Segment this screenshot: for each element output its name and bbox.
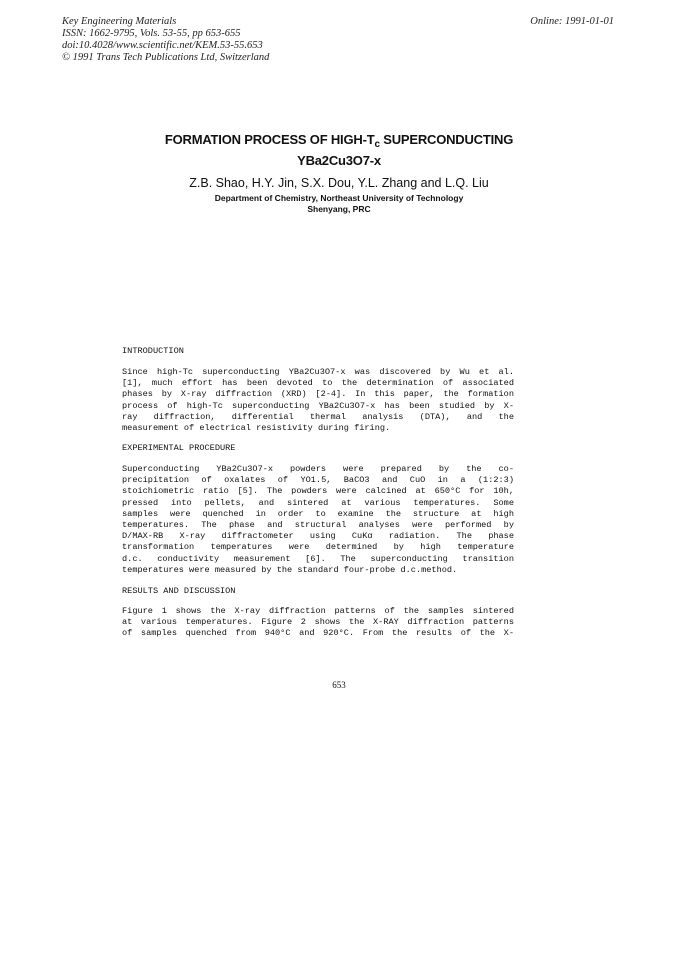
affiliation xyxy=(0,193,678,215)
author-list: Z.B. Shao, H.Y. Jin, S.X. Dou, Y.L. Zhang and L.Q. Liu xyxy=(189,176,489,190)
journal-header xyxy=(62,16,269,64)
body-line: at various temperatures. Figure 2 shows the X-RAY diffraction patterns xyxy=(122,617,514,628)
experimental-body xyxy=(122,464,514,576)
body-line: ray diffraction, differential thermal analysis (DTA), and the xyxy=(122,411,514,422)
title-line-2: YBa2Cu3O7-x xyxy=(297,153,381,168)
paper-title xyxy=(0,132,678,169)
introduction-heading: INTRODUCTION xyxy=(122,346,184,356)
body-line: phases by X-ray diffraction (XRD) [2-4]. In this paper, the formation xyxy=(122,389,514,400)
body-line: process of high-Tc superconducting YBa2Cu3O7-x has been studied by X- xyxy=(122,400,514,411)
body-line: Superconducting YBa2Cu3O7-x powders were prepared by the co- xyxy=(122,464,514,474)
body-line: Since high-Tc superconducting YBa2Cu3O7-x was discovered by Wu et al. xyxy=(122,367,514,377)
affiliation-line-1: Department of Chemistry, Northeast University of Technology xyxy=(214,193,464,203)
body-line: pressed into pellets, and sintered at various temperatures. Some xyxy=(122,497,514,508)
body-line: stoichiometric ratio [5]. The powders were calcined at 650°C for 10h, xyxy=(122,486,514,497)
journal-name: Key Engineering Materials xyxy=(62,16,177,27)
title-line-1: FORMATION PROCESS OF HIGH-$T_c$ SUPERCONDUCTING xyxy=(164,132,514,150)
body-line: temperatures. The phase and structural analyses were performed by xyxy=(122,520,514,531)
issn-line: ISSN: 1662-9795, Vols. 53-55, pp 653-655 xyxy=(62,28,241,39)
page-number: 653 xyxy=(332,680,346,690)
body-line: d.c. conductivity measurement [6]. The superconducting transition xyxy=(122,553,514,564)
experimental-heading: EXPERIMENTAL PROCEDURE xyxy=(122,443,236,453)
body-line: samples were quenched in order to examine the structure at high xyxy=(122,508,514,519)
body-line: measurement of electrical resistivity during firing. xyxy=(122,423,391,434)
results-body xyxy=(122,606,514,640)
copyright-line: © 1991 Trans Tech Publications Ltd, Switzerland xyxy=(62,52,270,63)
results-heading: RESULTS AND DISCUSSION xyxy=(122,586,236,596)
body-line: D/MAX-RB X-ray diffractometer using CuKα radiation. The phase xyxy=(122,531,514,542)
affiliation-line-2: Shenyang, PRC xyxy=(307,204,371,214)
body-line: Figure 1 shows the X-ray diffraction patterns of the samples sintered xyxy=(122,606,514,616)
body-line: temperatures were measured by the standard four-probe d.c.method. xyxy=(122,564,458,575)
body-line: [1], much effort has been devoted to the determination of associated xyxy=(122,378,514,389)
doi-line: doi:10.4028/www.scientific.net/KEM.53-55.653 xyxy=(62,40,263,51)
online-date: Online: 1991-01-01 xyxy=(530,16,614,27)
body-line: of samples quenched from 940°C and 920°C. From the results of the X- xyxy=(122,628,514,639)
body-line: precipitation of oxalates of YO1.5, BaCO3 and CuO in a (1:2:3) xyxy=(122,475,514,486)
introduction-body xyxy=(122,367,514,434)
body-line: transformation temperatures were determined by high temperature xyxy=(122,542,514,553)
